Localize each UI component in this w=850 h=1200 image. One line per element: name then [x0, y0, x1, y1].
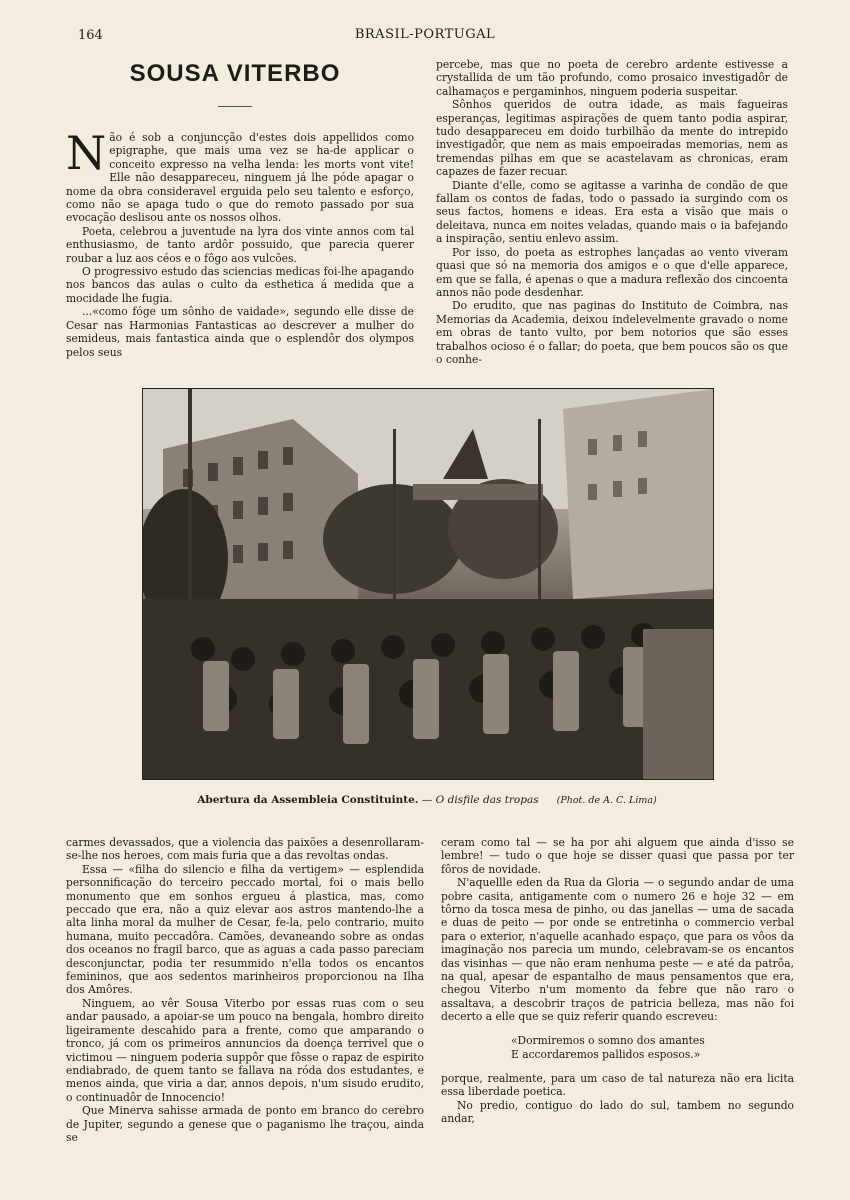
paragraph: Poeta, celebrou a juventude na lyra dos vinte annos com tal enthusiasmo, de tanto ardôr possuido, que parecia querer roubar a luz aos céos e o fôgo aos vulcões.: [66, 224, 414, 265]
paragraph: Por isso, do poeta as estrophes lançadas ao vento viveram quasi que só na memoria dos amigos e o que d'elle apparece, em que se falla, é apenas o que a madura reflexão dos cincoenta annos não pode desdenhar.: [436, 245, 788, 299]
column-top-right: [436, 58, 788, 366]
verse-line: «Dormiremos o somno dos amantes: [511, 1033, 705, 1047]
article-title: SOUSA VITERBO: [129, 60, 341, 87]
paragraph: Sônhos queridos de outra idade, as mais fagueiras esperanças, legitimas aspirações de quem tanto podia aspirar, tudo desappareceu em doido turbilhão da mente do intrepido investigadôr, que nem as mais empoeiradas memorias, nem as tremendas pilhas em que se acastelavam as chronicas, eram capazes de fazer recuar.: [436, 98, 788, 179]
paragraph: carmes devassados, que a violencia das paixões a desenrollaram-se-lhe nos heroes, com mais furia que a das revoltas ondas.: [66, 836, 424, 863]
verse-line: E accordaremos pallidos esposos.»: [511, 1047, 701, 1061]
paragraph: percebe, mas que no poeta de cerebro ardente estivesse a crystallida de um tão profundo, como prosaico investigadôr de calhamaços e pergaminhos, ninguem poderia suspeitar.: [436, 58, 788, 98]
paragraph: ...«como fóge um sônho de vaidade», segundo elle disse de Cesar nas Harmonias Fantasticas ao descrever a mulher do semideus, mais fantastica ainda que o esplendôr dos olympos pelos seus: [66, 305, 414, 359]
caption-dash: —: [418, 794, 436, 806]
caption-title: Abertura da Assembleia Constituinte.: [197, 794, 419, 806]
photo-caption: [142, 794, 712, 806]
paragraph: N'aquellle eden da Rua da Gloria — o segundo andar de uma pobre casita, antigamente com o numero 26 e hoje 32 — em tôrno da tosca mesa de pinho, ou das janellas — uma de sacada e duas de peito — por onde se entretinha o commercio verbal para o exterior, n'aquelle acanhado espaço, que para os vôos da imaginação nos parecia um mundo, celebravam-se os encantos das visinhas — que não eram nenhuma peste — e até da patrôa, na qual, apesar de espantalho de maus pensamentos que era, chegou Viterbo n'um momento da febre que não raro o assaltava, a descobrir traços de patricia belleza, mas não foi decerto a elle que se quiz referir quando escreveu:: [441, 876, 794, 1024]
paragraph: Do erudito, que nas paginas do Instituto de Coimbra, nas Memorias da Academia, deixou indelevelmente gravado o nome em obras de tanto vulto, por bem notorios que são esses trabalhos ocioso é o fallar; do poeta, que bem poucos são os que o conhe-: [436, 299, 788, 366]
caption-subtitle: O disfile das tropas: [435, 794, 539, 806]
column-bottom-left: [66, 836, 424, 1144]
paragraph: Essa — «filha do silencio e filha da vertigem» — esplendida personnificação do terceiro peccado mortal, foi o mais bello monumento que em sonhos ergueu á plastica, mas, como peccado que era, não a quiz elevar aos astros mantendo-lhe a alta linha moral da mulher de Cesar, fe-la, pelo contrario, muito humana, muito peccadôra. Camões, devaneando sobre as ondas dos oceanos no fragil barco, que as aguas a cada passo pareciam desconjunctar, podia ter resummido n'ella todos os encantos femininos, que aos sedentos marinheiros proporcionou na Ilha dos Amôres.: [66, 862, 424, 997]
photograph-parade: [142, 388, 714, 780]
page-number: 164: [78, 28, 103, 43]
paragraph: Diante d'elle, como se agitasse a varinha de condão de que fallam os contos de fadas, todo o passado ia surgindo com os seus factos, homens e ideas. Era esta a visão que mais o deleitava, nunca em noites veladas, quando mais o ia bafejando a inspiração, sentiu enlevo assim.: [436, 178, 788, 246]
paragraph: O progressivo estudo das sciencias medicas foi-lhe apagando nos bancos das aulas o culto da esthetica á medida que a mocidade lhe fugia.: [66, 265, 414, 305]
paragraph: porque, realmente, para um caso de tal natureza não era licita essa liberdade poetica.: [441, 1071, 794, 1099]
paragraph: ceram como tal — se ha por ahi alguem que ainda d'isso se lembre! — tudo o que hoje se disser quasi que passa por ter fôros de novidade.: [441, 836, 794, 876]
drop-cap: N: [66, 126, 107, 180]
verse-quote: [511, 1034, 794, 1062]
paragraph: Não é sob a conjuncção d'estes dois appellidos como epigraphe, que mais uma vez se ha-de applicar o conceito expresso na velha lenda: les morts vont vite! Elle não desappareceu, ninguem já lhe póde apagar o nome da obra consideravel erguida pelo seu talento e esforço, como não se apaga tudo o que do remoto passado por sua evocação deslisou ante os nossos olhos.: [66, 126, 414, 225]
photo-credit: (Phot. de A. C. Lima): [556, 795, 657, 806]
running-head: BRASIL-PORTUGAL: [354, 27, 496, 42]
column-bottom-right: [441, 836, 794, 1125]
paragraph: Ninguem, ao vêr Sousa Viterbo por essas ruas com o seu andar pausado, a apoiar-se um pouco na bengala, hombro direito ligeiramente descahido para a frente, como que amparando o tronco, já com os primeiros annuncios da doença terrivel que o victimou — ninguem poderia suppôr que fôsse o rapaz de espirito endiabrado, de quem tanto se fallava na róda dos estudantes, e menos ainda, que viria a dar, annos depois, n'um sisudo erudito, o continuadôr de Innocencio!: [66, 996, 424, 1104]
paragraph: No predio, contiguo do lado do sul, tambem no segundo andar,: [441, 1098, 794, 1125]
paragraph: Que Minerva sahisse armada de ponto em branco do cerebro de Jupiter, segundo a genese que o paganismo lhe traçou, ainda se: [66, 1104, 424, 1144]
column-top-left: [66, 126, 414, 359]
title-rule: [218, 106, 252, 107]
